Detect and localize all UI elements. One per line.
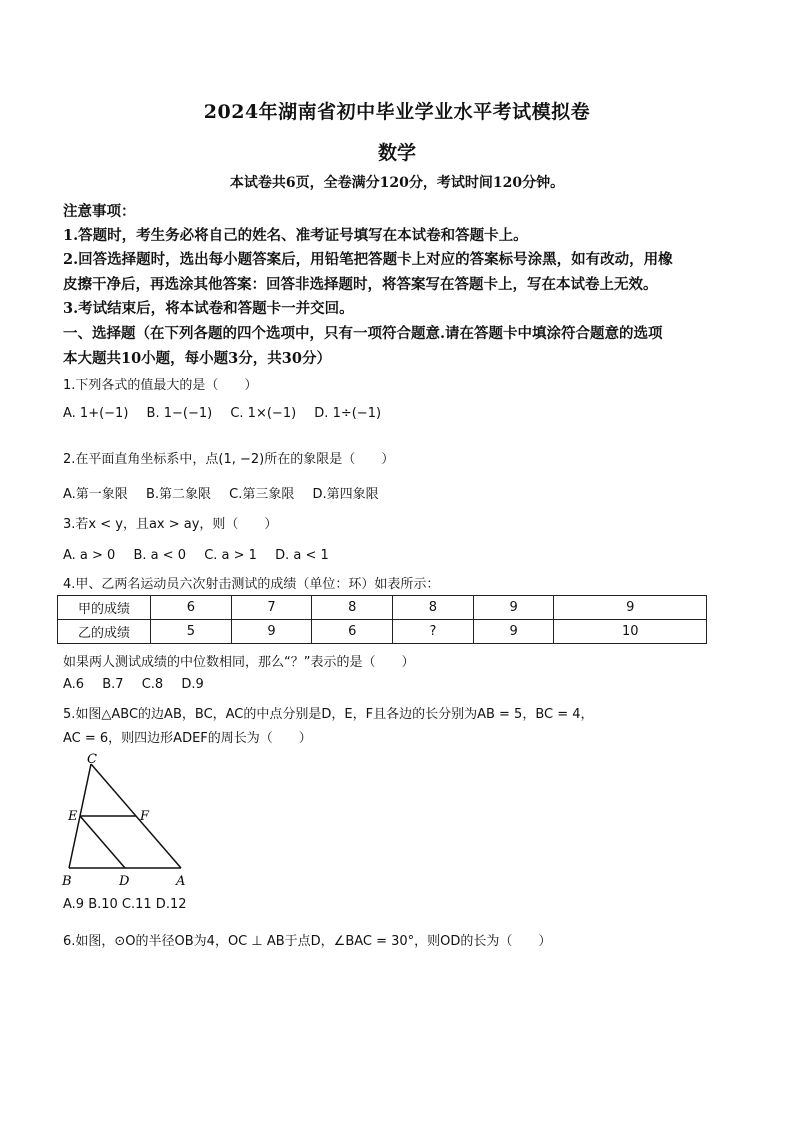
- table-cell: 5: [151, 620, 232, 644]
- segment-ed: [80, 816, 125, 868]
- table-cell: 9: [473, 596, 554, 620]
- q2-option-c: C.第三象限: [229, 487, 295, 502]
- question-2-options: [63, 483, 743, 502]
- q3-option-d: D. a < 1: [275, 548, 329, 563]
- section-heading-line-2: 本大题共10小题，每小题3分，共30分）: [63, 350, 331, 367]
- section-heading-line-1: 一、选择题（在下列各题的四个选项中，只有一项符合题意.请在答题卡中填涂符合题意的选项: [63, 325, 663, 342]
- q4-option-c: C.8: [141, 677, 164, 692]
- table-cell: 7: [231, 596, 312, 620]
- question-6-stem: 6.如图，⊙O的半径OB为4，OC ⊥ AB于点D，∠BAC = 30°，则OD的长为（ ）: [63, 934, 552, 949]
- table-row: [58, 596, 707, 620]
- q2-option-a: A.第一象限: [63, 487, 128, 502]
- label-b: B: [62, 874, 72, 889]
- note-3: 3.考试结束后，将本试卷和答题卡一并交回。: [63, 300, 354, 317]
- q4-option-d: D.9: [181, 677, 204, 692]
- q2-option-b: B.第二象限: [145, 487, 212, 502]
- note-2-line-1: 2.回答选择题时，选出每小题答案后，用铅笔把答题卡上对应的答案标号涂黑，如有改动，用橡: [63, 251, 673, 268]
- question-1-options: [63, 406, 743, 421]
- notes-heading: 注意事项：: [63, 203, 136, 220]
- q1-option-b: B. 1−(−1): [146, 406, 213, 421]
- subject-title: 数学: [377, 142, 416, 164]
- note-2-line-2: 皮擦干净后，再选涂其他答案：回答非选择题时，将答案写在答题卡上，写在本试卷上无效。: [63, 276, 658, 293]
- q4-option-a: A.6: [63, 677, 85, 692]
- question-2-stem: 2.在平面直角坐标系中，点(1, −2)所在的象限是（ ）: [63, 452, 395, 467]
- label-c: C: [87, 752, 97, 767]
- triangle-figure: [56, 752, 196, 892]
- q1-option-c: C. 1×(−1): [230, 406, 297, 421]
- question-5-stem-1: 5.如图△ABC的边AB，BC，AC的中点分别是D，E，F且各边的长分别为AB = 5，BC = 4，: [63, 707, 594, 722]
- question-4-stem: 4.甲、乙两名运动员六次射击测试的成绩（单位：环）如表所示：: [63, 577, 440, 592]
- exam-title: 2024年湖南省初中毕业学业水平考试模拟卷: [203, 101, 591, 123]
- q3-option-b: B. a < 0: [133, 548, 187, 563]
- question-3-stem: 3.若x < y，且ax > ay，则（ ）: [63, 517, 278, 532]
- table-cell: 甲的成绩: [58, 596, 151, 620]
- q3-option-a: A. a > 0: [63, 548, 116, 563]
- question-5-stem-2: AC = 6，则四边形ADEF的周长为（ ）: [63, 731, 312, 746]
- label-f: F: [140, 809, 150, 824]
- q1-option-a: A. 1+(−1): [63, 406, 129, 421]
- q4-option-b: B.7: [102, 677, 124, 692]
- note-1: 1.答题时，考生务必将自己的姓名、准考证号填写在本试卷和答题卡上。: [63, 227, 528, 244]
- q1-option-d: D. 1÷(−1): [314, 406, 382, 421]
- table-cell: 9: [473, 620, 554, 644]
- table-cell: 8: [312, 596, 393, 620]
- table-cell: 乙的成绩: [58, 620, 151, 644]
- question-4-options: [63, 677, 743, 692]
- table-cell: ?: [393, 620, 474, 644]
- table-cell: 9: [231, 620, 312, 644]
- exam-info: 本试卷共6页，全卷满分120分，考试时间120分钟。: [229, 175, 565, 191]
- table-cell: 9: [554, 596, 707, 620]
- question-5-options: A.9 B.10 C.11 D.12: [63, 897, 187, 912]
- q2-option-d: D.第四象限: [312, 487, 379, 502]
- label-e: E: [68, 809, 78, 824]
- question-3-options: [63, 548, 743, 563]
- score-table: [57, 595, 707, 644]
- table-row: [58, 620, 707, 644]
- table-cell: 8: [393, 596, 474, 620]
- question-4-follow: 如果两人测试成绩的中位数相同，那么“？”表示的是（ ）: [63, 655, 415, 670]
- label-d: D: [119, 874, 130, 889]
- table-cell: 10: [554, 620, 707, 644]
- q3-option-c: C. a > 1: [204, 548, 257, 563]
- question-1-stem: 1.下列各式的值最大的是（ ）: [63, 378, 258, 393]
- label-a: A: [176, 874, 186, 889]
- table-cell: 6: [151, 596, 232, 620]
- table-cell: 6: [312, 620, 393, 644]
